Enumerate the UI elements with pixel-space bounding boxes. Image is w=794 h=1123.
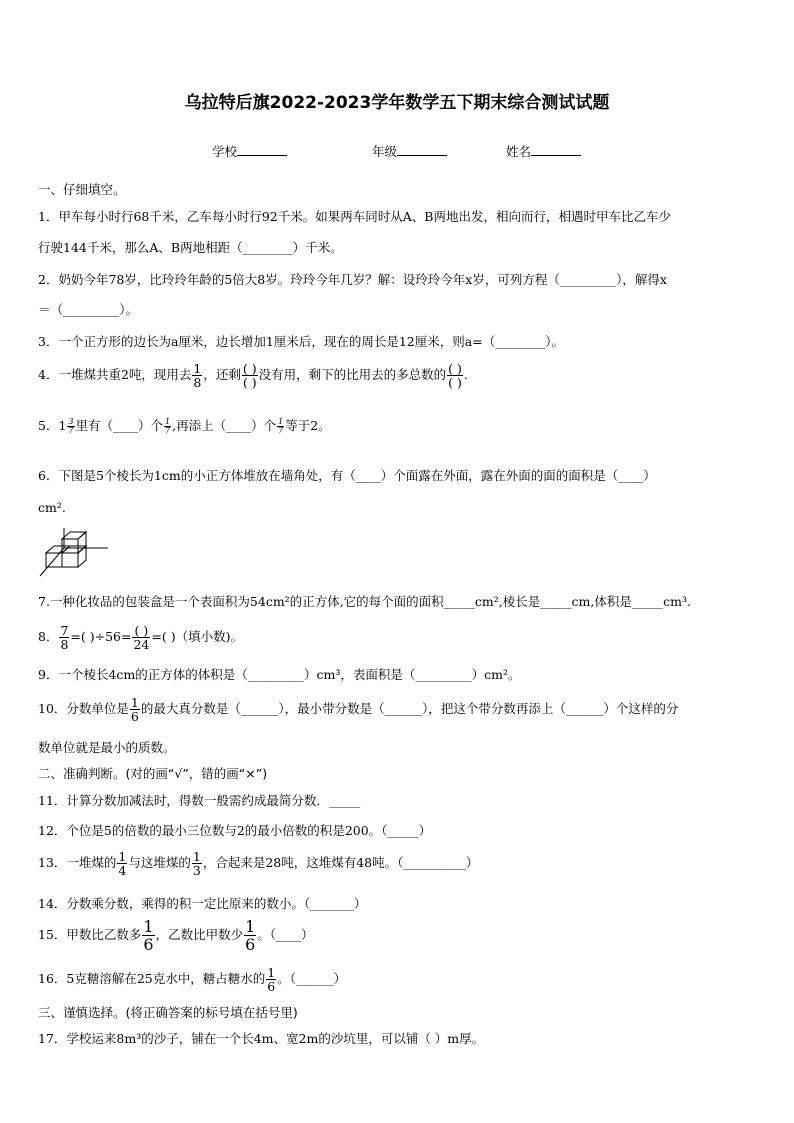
fraction-one-sixth-q16: $\frac{1}{6}$ (267, 965, 276, 994)
section-1-heading: 一、仔细填空。 (38, 182, 126, 197)
school-label: 学校 (212, 144, 238, 159)
fraction-one-quarter: $\frac{1}{4}$ (118, 849, 127, 878)
question-17: 17．学校运来8m³的沙子，铺在一个长4m、宽2m的沙坑里，可以铺（ ）m厚。 (38, 1031, 485, 1046)
fraction-blank-b: ( ) ( ) (448, 361, 462, 390)
fraction-one-sixth-big: $\frac{1}{6}$ (143, 917, 154, 954)
fraction-one-third: $\frac{1}{3}$ (192, 849, 201, 878)
question-1-line-1: 1．甲车每小时行68千米，乙车每小时行92千米。如果两车同时从A、B两地出发，相向而行，相遇时甲车比乙车少 (38, 209, 671, 224)
question-14: 14．分数乘分数，乘得的积一定比原来的数小。（_______） (38, 896, 367, 911)
question-11: 11．计算分数加减法时，得数一般需约成最简分数．_____ (38, 793, 361, 808)
fraction-seven-eighths: $\frac{7}{8}$ (60, 623, 69, 652)
question-16: 16．5克糖溶解在25克水中，糖占糖水的 $\frac{1}{6}$ 。（______） (38, 965, 346, 994)
question-7: 7.一种化妆品的包装盒是一个表面积为54cm²的正方体,它的每个面的面积_____cm²,棱长是_____cm,体积是_____cm³. (38, 594, 691, 609)
name-field[interactable] (506, 142, 581, 160)
fraction-one-sixth-big-2: $\frac{1}{6}$ (245, 917, 256, 954)
fraction-one-seventh: $\frac{1}{7}$ (165, 417, 171, 435)
page-title: 乌拉特后旗2022-2023学年数学五下期末综合测试试题 (184, 93, 610, 113)
fraction-one-eighth: $\frac{1}{8}$ (193, 361, 202, 390)
question-13: 13．一堆煤的 $\frac{1}{4}$ 与这堆煤的 $\frac{1}{3}$ ，合起来是28吨，这堆煤有48吨。（__________） (38, 849, 479, 878)
question-12: 12．个位是5的倍数的最小三位数与2的最小倍数的积是200。（_____） (38, 823, 432, 838)
question-6-line-1: 6．下图是5个棱长为1cm的小正方体堆放在墙角处，有（____）个面露在外面，露在外面的面的面积是（____） (38, 468, 656, 483)
question-10-line-1: 10．分数单位是 $\frac{1}{6}$ 的最大真分数是（______），最小带分数是（______），把这个带分数再添上（______）个这样的分 (38, 695, 679, 724)
school-field[interactable] (212, 142, 287, 160)
question-10-line-2: 数单位就是最小的质数。 (38, 740, 176, 755)
fraction-blank-a: ( ) ( ) (242, 361, 257, 390)
section-2-heading: 二、准确判断。(对的画“√”，错的画“×”) (38, 766, 268, 781)
name-label: 姓名 (506, 144, 532, 159)
question-8: 8． $\frac{7}{8}$ =( )÷56= ( ) 24 =( )（填小数)。 (38, 623, 243, 652)
grade-field[interactable] (372, 142, 447, 160)
section-3-heading: 三、谨慎选择。(将正确答案的标号填在括号里) (38, 1005, 298, 1020)
question-2-line-2: ＝（_________）。 (38, 302, 139, 317)
fraction-three-sevenths: $\frac{3}{7}$ (68, 417, 74, 435)
cube-corner-diagram (36, 526, 110, 582)
question-2-line-1: 2．奶奶今年78岁，比玲玲年龄的5倍大8岁。玲玲今年几岁？解：设玲玲今年x岁，可列方程（_________），解得x (38, 272, 667, 287)
grade-label: 年级 (372, 144, 398, 159)
question-3: 3．一个正方形的边长为a厘米，边长增加1厘米后，现在的周长是12厘米，则a=（________）。 (38, 334, 564, 349)
question-5: 5．1 $\frac{3}{7}$ 里有（____）个 $\frac{1}{7}$ ,再添上（____）个 $\frac{1}{7}$ 等于2。 (38, 417, 331, 435)
fraction-one-sixth: $\frac{1}{6}$ (130, 695, 139, 724)
question-1-line-2: 行驶144千米，那么A、B两地相距（________）千米。 (38, 240, 343, 255)
fraction-one-seventh-2: $\frac{1}{7}$ (278, 417, 284, 435)
question-4: 4．一堆煤共重2吨，现用去 $\frac{1}{8}$ ，还剩 ( ) ( ) 没有用，剩下的比用去的多总数的 ( ) ( ) . (38, 361, 468, 390)
question-6-line-2: cm². (38, 500, 66, 515)
question-9: 9．一个棱长4cm的正方体的体积是（_________）cm³，表面积是（_________）cm²。 (38, 667, 521, 682)
question-15: 15．甲数比乙数多 $\frac{1}{6}$ ，乙数比甲数少 $\frac{1}{6}$ 。（____） (38, 917, 314, 954)
fraction-blank-over-24: ( ) 24 (133, 623, 150, 652)
